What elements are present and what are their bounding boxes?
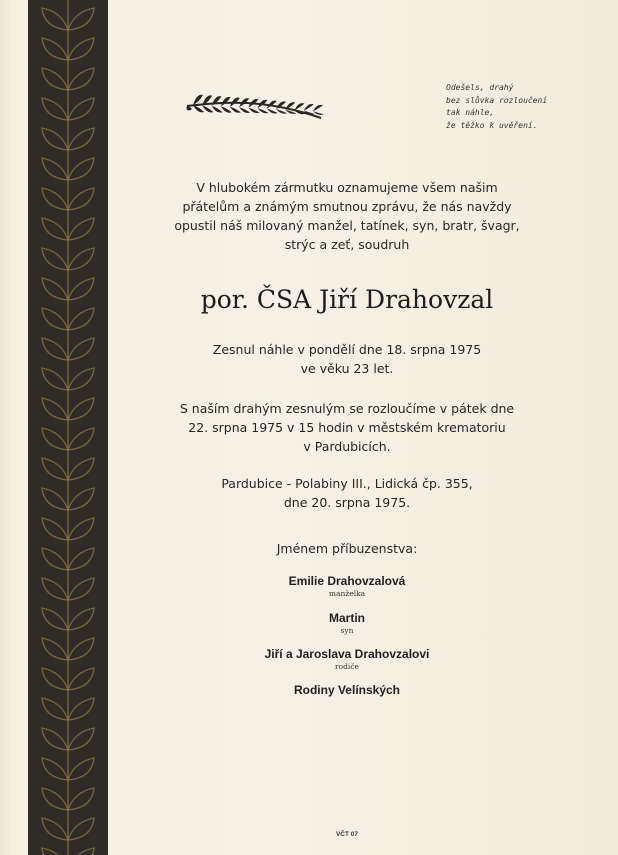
place-line: Pardubice - Polabiny III., Lidická čp. 355, <box>221 476 473 491</box>
funeral-line: 22. srpna 1975 v 15 hodin v městském krematoriu <box>188 420 506 435</box>
intro-line: V hlubokém zármutku oznamujeme všem našim <box>196 180 498 195</box>
poem-line: že těžko k uvěření. <box>446 120 538 130</box>
place-and-date <box>110 474 584 512</box>
printer-mark: VČT 07 <box>335 831 359 838</box>
poem-line: tak náhle, <box>446 108 495 117</box>
relative-name: Rodiny Velínských <box>293 683 401 697</box>
laurel-vine-icon <box>28 0 108 855</box>
announcement-intro <box>110 178 584 254</box>
palm-branch-icon <box>183 84 325 124</box>
intro-line: strýc a zeť, soudruh <box>284 237 410 252</box>
relative-name: Martin <box>329 611 365 625</box>
date-line: dne 20. srpna 1975. <box>283 495 411 510</box>
relative-name: Emilie Drahovzalová <box>288 574 406 588</box>
relative-entry <box>110 647 584 672</box>
intro-line: opustil náš milovaný manžel, tatínek, syn, bratr, švagr, <box>174 218 520 233</box>
poem-line: Odešels, drahý <box>446 83 514 92</box>
death-details <box>110 340 584 378</box>
relative-name: Jiří a Jaroslava Drahovzalovi <box>264 647 430 661</box>
relative-role: manželka <box>328 589 366 598</box>
death-line: ve věku 23 let. <box>300 361 394 376</box>
deceased-name: por. ČSA Jiří Drahovzal <box>200 285 494 314</box>
funeral-line: v Pardubicích. <box>303 439 391 454</box>
relatives-heading: Jménem příbuzenstva: <box>276 541 418 556</box>
poem-line: bez slůvka rozloučení <box>446 95 548 105</box>
relative-entry <box>110 683 584 698</box>
funeral-details <box>110 399 584 456</box>
mourning-band <box>28 0 108 855</box>
poem <box>446 82 566 132</box>
relative-entry <box>110 611 584 636</box>
relative-role: rodiče <box>335 662 359 671</box>
death-line: Zesnul náhle v pondělí dne 18. srpna 1975 <box>212 342 482 357</box>
relative-role: syn <box>340 626 354 635</box>
intro-line: přátelům a známým smutnou zprávu, že nás navždy <box>182 199 512 214</box>
relative-entry <box>110 574 584 599</box>
funeral-line: S naším drahým zesnulým se rozloučíme v pátek dne <box>179 401 515 416</box>
